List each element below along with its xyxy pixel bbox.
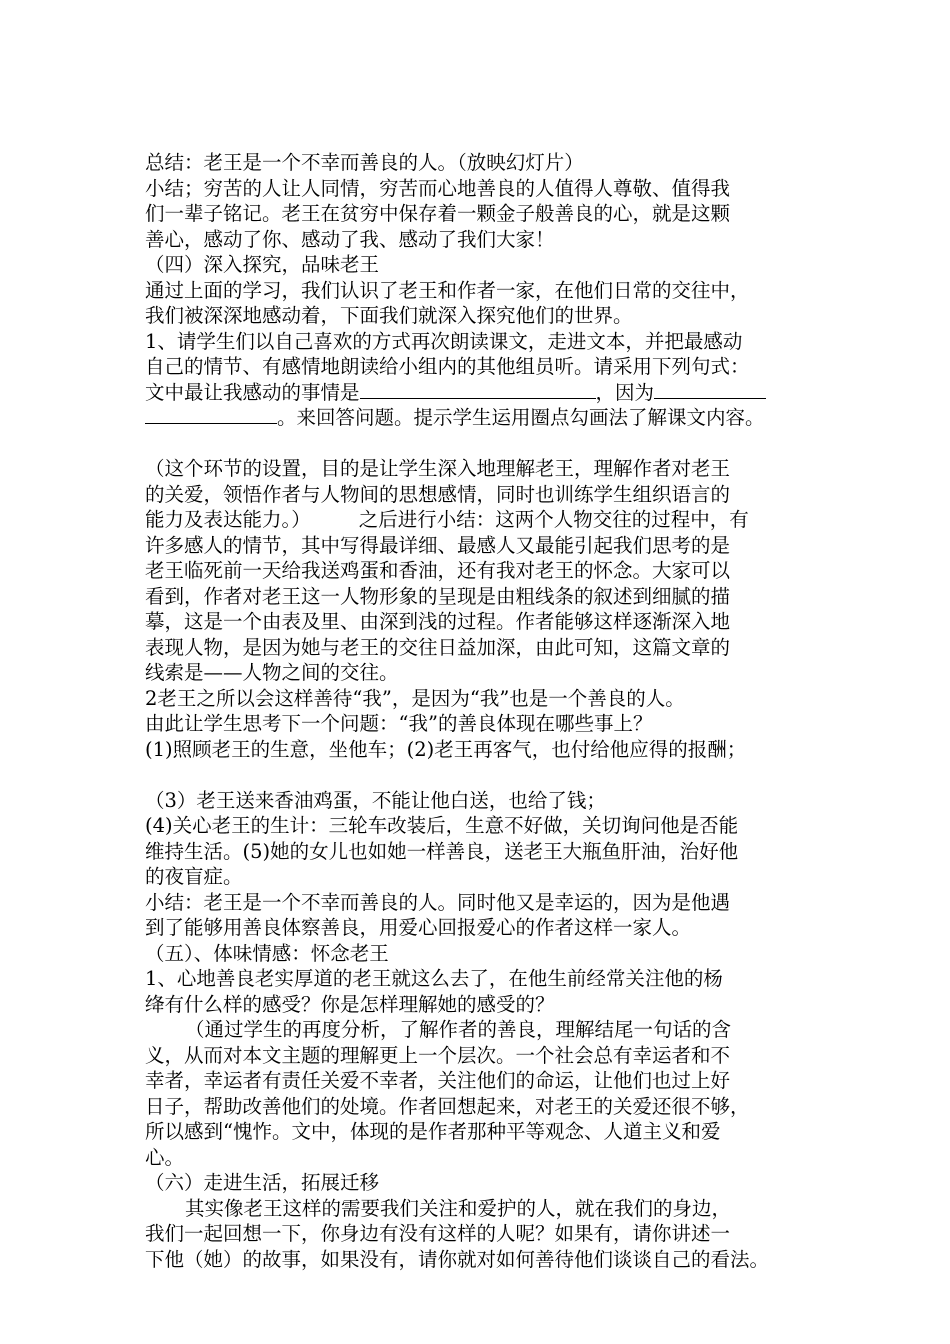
document-body [145,150,825,1272]
text-line: 许多感人的情节，其中写得最详细、最感人又最能引起我们思考的是 [145,533,731,557]
text-line: 绛有什么样的感受？你是怎样理解她的感受的？ [145,992,555,1016]
fill-suffix: 。来回答问题。提示学生运用圈点勾画法了解课文内容。 [277,406,765,429]
paragraph-gap [145,431,825,457]
text-line: 2老王之所以会这样善待“我”，是因为“我”也是一个善良的人。 [145,686,685,710]
fill-blank [360,380,596,399]
fill-blank [654,380,766,399]
text-line [145,507,825,533]
text-line: 我们被深深地感动着，下面我们就深入探究他们的世界。 [145,304,633,327]
text-line: 日子，帮助改善他们的处境。作者回想起来，对老王的关爱还很不够， [145,1094,750,1118]
text-line: 下他（她）的故事，如果没有，请你就对如何善待他们谈谈自己的看法。 [145,1247,770,1271]
text-segment: 之后进行小结：这两个人物交往的过程中，有 [358,508,749,531]
text-segment: 能力及表达能力。） [145,508,311,531]
text-line: 的夜盲症。 [145,865,243,888]
text-line: 1、心地善良老实厚道的老王就这么去了，在他生前经常关注他的杨 [145,967,723,990]
fill-in-line-2 [145,405,825,431]
section-heading: （六）走进生活，拓展迁移 [145,1171,380,1194]
fill-prefix: 文中最让我感动的事情是 [145,380,360,404]
text-line: 义，从而对本文主题的理解更上一个层次。一个社会总有幸运者和不 [145,1043,731,1067]
text-line: 心。 [145,1145,185,1169]
text-line: 幸者，幸运者有责任关爱不幸者，关注他们的命运，让他们也过上好 [145,1069,731,1092]
text-line: （3）老王送来香油鸡蛋，不能让他白送，也给了钱； [145,788,606,812]
text-line: 看到，作者对老王这一人物形象的呈现是由粗线条的叙述到细腻的描 [145,584,731,608]
text-line: 表现人物，是因为她与老王的交往日益加深，由此可知，这篇文章的 [145,635,731,659]
section-heading: （四）深入探究，品味老王 [145,253,380,276]
text-line: 摹，这是一个由表及里、由深到浅的过程。作者能够这样逐渐深入地 [145,610,731,633]
text-line: 总结：老王是一个不幸而善良的人。（放映幻灯片） [145,151,584,174]
fill-blank [145,405,277,424]
text-line: (1)照顾老王的生意，坐他车；(2)老王再客气，也付给他应得的报酬； [145,737,747,761]
text-line: 们一辈子铭记。老王在贫穷中保存着一颗金子般善良的心，就是这颗 [145,202,731,225]
fill-in-line-1 [145,380,825,406]
text-line: 线索是——人物之间的交往。 [145,661,399,684]
text-line: 善心，感动了你、感动了我、感动了我们大家！ [145,227,555,251]
text-line: 通过上面的学习，我们认识了老王和作者一家，在他们日常的交往中， [145,278,750,302]
text-line: (4)关心老王的生计：三轮车改装后，生意不好做，关切询问他是否能 [145,814,739,837]
text-line: 小结：老王是一个不幸而善良的人。同时他又是幸运的，因为是他遇 [145,890,731,914]
text-line: 由此让学生思考下一个问题：“我”的善良体现在哪些事上？ [145,712,653,735]
text-line: 自己的情节、有感情地朗读给小组内的其他组员听。请采用下列句式： [145,355,750,378]
text-line: 到了能够用善良体察善良，用爱心回报爱心的作者这样一家人。 [145,916,692,939]
text-line: 的关爱，领悟作者与人物间的思想感情，同时也训练学生组织语言的 [145,482,731,506]
text-line: 1、请学生们以自己喜欢的方式再次朗读课文，走进文本，并把最感动 [145,329,743,353]
text-line: （这个环节的设置，目的是让学生深入地理解老王，理解作者对老王 [145,457,731,480]
text-line: 小结；穷苦的人让人同情，穷苦而心地善良的人值得人尊敬、值得我 [145,176,731,200]
fill-mid: ，因为 [595,380,655,404]
text-line: 我们一起回想一下，你身边有没有这样的人呢？如果有，请你讲述一 [145,1222,731,1245]
text-line: 维持生活。(5)她的女儿也如她一样善良，送老王大瓶鱼肝油，治好他 [145,839,739,863]
section-heading: （五）、体味情感：怀念老王 [145,941,389,965]
text-line: （通过学生的再度分析，了解作者的善良，理解结尾一句话的含 [185,1018,732,1041]
text-line: 老王临死前一天给我送鸡蛋和香油，还有我对老王的怀念。大家可以 [145,559,731,582]
text-line: 其实像老王这样的需要我们关注和爱护的人，就在我们的身边， [185,1196,732,1220]
paragraph-gap [145,762,825,788]
text-line: 所以感到“愧怍。文中，体现的是作者那种平等观念、人道主义和爱 [145,1120,721,1143]
